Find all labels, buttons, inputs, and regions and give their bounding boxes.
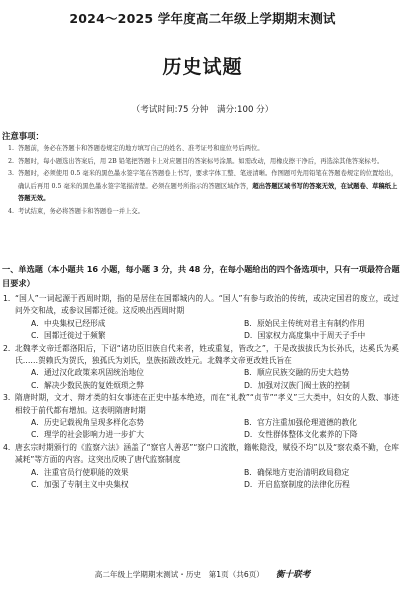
question-item xyxy=(3,293,399,343)
question-number: 1． xyxy=(3,294,16,303)
notice-number: 4. xyxy=(8,207,15,215)
question-stem xyxy=(3,392,399,417)
notice-item xyxy=(8,168,402,206)
subject-title: 历史试题 xyxy=(162,56,243,78)
option-c: C．理学的社会影响力进一步扩大 xyxy=(31,430,144,440)
page-footer xyxy=(0,568,405,580)
option-a: A．中央集权已经形成 xyxy=(31,318,106,328)
question-stem xyxy=(3,293,399,318)
notice-heading: 注意事项： xyxy=(2,131,44,141)
question-text: 唐玄宗时期颁行的《监察六法》涵盖了“察官人善恶”“察户口流散，籍帐隐没，赋役不均”以及“察农桑不勤，仓库减耗”等方面的内容。这突出反映了唐代监察制度 xyxy=(15,442,399,465)
option-a: A．通过汉化政策来巩固统治地位 xyxy=(31,368,144,378)
option-d: D．开启监察制度的法律化历程 xyxy=(244,480,350,490)
notice-text xyxy=(18,168,402,206)
option-b: B．确保地方吏治清明政局稳定 xyxy=(244,467,350,477)
exam-time-info: （考试时间:75 分钟 满分:100 分） xyxy=(131,105,274,115)
notice-item xyxy=(8,156,402,169)
footer-page-info: 高二年级上学期期末测试・历史 第1页（共6页） xyxy=(94,570,264,579)
exam-title: 2024～2025 学年度高二年级上学期期末测试 xyxy=(69,11,336,26)
notice-item xyxy=(8,206,402,219)
question-number: 2． xyxy=(3,343,16,353)
option-d: D．女性群体整体文化素养的下降 xyxy=(244,430,358,440)
notice-bold-warning: 超出答题区域书写的答案无效，在试题卷、草稿纸上答题无效。 xyxy=(18,182,398,203)
option-b: B．官方注重加强伦理道德的教化 xyxy=(244,418,357,428)
notice-number: 1. xyxy=(8,145,15,152)
option-c: C．加强了专制主义中央集权 xyxy=(31,480,129,490)
question-text: 北魏孝文帝迁都洛阳后，下诏“诸功臣旧族自代来者，姓或重复，皆改之”，于是改拔拔氏为长孙氏，达奚氏为奚氏……贺赖氏为贺氏，独孤氏为刘氏，皇族拓跋改姓元。北魏孝文帝更改姓氏旨在 xyxy=(15,343,399,366)
question-item xyxy=(3,442,399,492)
question-number: 4． xyxy=(3,442,16,452)
option-group xyxy=(3,367,399,392)
option-b: B．原始民主传统对君主有制约作用 xyxy=(244,318,365,328)
question-stem xyxy=(3,442,399,467)
option-d: D．加强对汉族门阀士族的控制 xyxy=(244,380,350,390)
question-text: “国人”一词起源于西周时期，指的是居住在国都城内的人。“国人”有参与政治的传统，或决定国君的废立，或过问外交和战，或参议国都迁徙。这反映出西周时期 xyxy=(15,294,399,316)
option-c: C．国都迁徙过于频繁 xyxy=(31,331,106,341)
question-text: 隋唐时期，文才、辩才类的妇女事迹在正史中基本绝迹，而在“礼教”“贞节”“孝义”三大类中，妇女的人数、事迹相较于前代都有增加。这表明隋唐时期 xyxy=(15,393,399,415)
notice-item xyxy=(8,143,402,156)
notice-text: 答题前，务必在答题卡和答题卷规定的地方填写自己的姓名、准考证号和座位号后两位。 xyxy=(18,145,264,152)
section-title: 一、单选题（本小题共 16 小题，每小题 3 分，共 48 分，在每小题给出的四个备选项中，只有一项最符合题目要求） xyxy=(2,264,400,288)
option-d: D．国家权力高度集中于周天子手中 xyxy=(244,331,366,341)
question-list xyxy=(3,293,399,492)
option-group xyxy=(3,467,399,492)
option-group xyxy=(3,318,399,343)
notice-text: 考试结束，务必将答题卡和答题卷一并上交。 xyxy=(18,207,144,215)
question-item xyxy=(3,343,399,393)
question-stem xyxy=(3,343,399,368)
notice-number: 2. xyxy=(8,157,15,165)
exam-brand-mark: 衡十联考 xyxy=(275,570,311,580)
question-number: 3． xyxy=(3,393,16,403)
notice-list xyxy=(8,143,402,219)
option-c: C．解决少数民族的复姓烦琐之弊 xyxy=(31,380,144,390)
option-group xyxy=(3,417,399,442)
notice-text-part: 答题时，必须使用 0.5 毫米的黑色墨水签字笔在答题卷上书写，要求字体工整、笔迹清晰。作图题可先用铅笔在答题卷规定的位置绘出，确认后再用 0.5 毫米的黑色墨水签字笔描清楚。必须在题号所指示的答题区域作答， xyxy=(18,170,398,190)
question-item xyxy=(3,392,399,442)
notice-number: 3. xyxy=(8,170,15,178)
option-a: A．注重官员行使职能的效果 xyxy=(31,467,129,477)
notice-text: 答题时，每小题选出答案后，用 2B 铅笔把答题卡上对应题目的答案标号涂黑。如需改动，用橡皮擦干净后，再选涂其他答案标号。 xyxy=(18,157,384,165)
option-b: B．顺应民族交融的历史大趋势 xyxy=(244,368,350,378)
option-a: A．历史记载视角呈现多样化态势 xyxy=(31,418,144,428)
